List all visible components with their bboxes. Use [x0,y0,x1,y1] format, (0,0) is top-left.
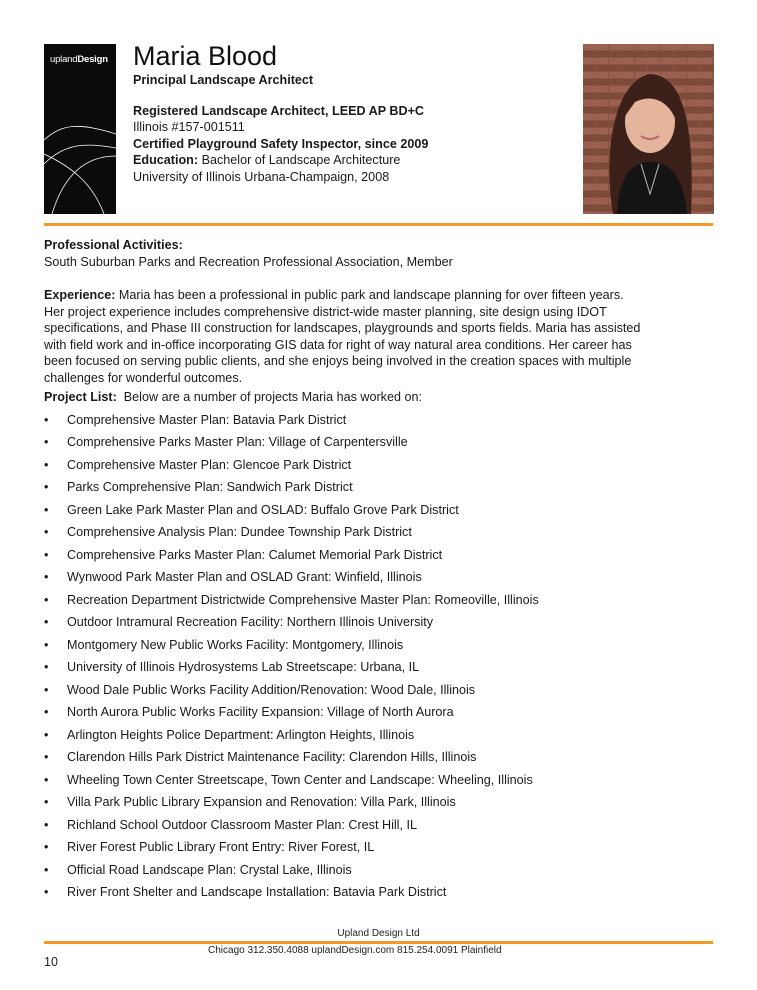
project-item [44,611,714,634]
project-item [44,814,714,837]
project-item [44,454,714,477]
project-list-label: Project List: [44,390,117,404]
bullet-icon: • [44,772,49,787]
project-item-text: Comprehensive Parks Master Plan: Village of Carpentersville [67,435,408,449]
bullet-icon: • [44,570,49,584]
project-item-text: Richland School Outdoor Classroom Master Plan: Crest Hill, IL [67,817,417,832]
project-item-text: Green Lake Park Master Plan and OSLAD: Buffalo Grove Park District [67,502,459,517]
project-item-text: Comprehensive Parks Master Plan: Calumet Memorial Park District [67,547,443,562]
experience-label: Experience: [44,288,116,302]
portrait-photo [583,44,714,214]
experience-line: Maria has been a professional in public park and landscape planning for over fifteen years. [118,288,624,302]
experience-line: challenges for wonderful outcomes. [44,370,243,385]
bullet-icon: • [44,840,49,854]
education [133,152,563,169]
project-item [44,881,714,904]
project-item-text: Montgomery New Public Works Facility: Montgomery, Illinois [67,637,404,652]
header-divider [44,223,713,226]
bullet-icon: • [44,682,49,697]
profile-header [133,40,563,185]
project-item [44,634,714,657]
project-item-text: Comprehensive Master Plan: Glencoe Park District [67,457,352,472]
bullet-icon: • [44,705,49,719]
project-item-text: Comprehensive Analysis Plan: Dundee Township Park District [67,525,412,539]
project-list [44,409,714,904]
experience-line: been focused on serving public clients, and she enjoys being involved in the creation spaces with multiple [44,354,632,368]
bullet-icon: • [44,547,49,562]
university: University of Illinois Urbana-Champaign, 2008 [133,169,390,184]
project-item-text: Recreation Department Districtwide Comprehensive Master Plan: Romeoville, Illinois [67,592,539,607]
bullet-icon: • [44,660,49,674]
bullet-icon: • [44,727,49,742]
experience-line: with field work and in-office incorporating GIS data for right of way natural area conditions. Her career has [44,337,632,352]
company-logo [44,44,116,214]
project-item-text: Comprehensive Master Plan: Batavia Park District [67,412,347,427]
project-list-heading [44,389,714,406]
project-item [44,724,714,747]
license-number: Illinois #157-001511 [133,120,245,134]
education-label: Education: [133,153,199,167]
bullet-icon: • [44,795,49,809]
project-item [44,746,714,769]
bullet-icon: • [44,592,49,607]
project-item [44,566,714,589]
bullet-icon: • [44,412,49,427]
logo-wordmark: uplandDesign [50,54,108,65]
page-number: 10 [44,955,58,969]
profile-body [44,237,714,904]
bullet-icon: • [44,457,49,472]
project-item [44,521,714,544]
project-item-text: River Forest Public Library Front Entry: River Forest, IL [67,840,375,854]
project-item-text: Arlington Heights Police Department: Arlington Heights, Illinois [67,727,415,742]
project-item [44,431,714,454]
project-item-text: North Aurora Public Works Facility Expansion: Village of North Aurora [67,705,454,719]
experience-line: specifications, and Phase III construction for landscapes, playgrounds and sports fields. Maria has assisted [44,321,641,335]
bullet-icon: • [44,525,49,539]
project-item [44,679,714,702]
footer-contact: Chicago 312.350.4088 uplandDesign.com 815.254.0091 Plainfield [208,945,502,956]
project-item [44,791,714,814]
footer-company: Upland Design Ltd [337,928,420,939]
bullet-icon: • [44,817,49,832]
project-item [44,409,714,432]
bullet-icon: • [44,615,49,629]
bullet-icon: • [44,862,49,877]
bullet-icon: • [44,885,49,899]
project-item [44,589,714,612]
project-item [44,769,714,792]
project-item-text: Wood Dale Public Works Facility Addition/Renovation: Wood Dale, Illinois [67,682,476,697]
activities-text: South Suburban Parks and Recreation Professional Association, Member [44,254,453,269]
education-value: Bachelor of Landscape Architecture [201,153,401,167]
project-item-text: Wheeling Town Center Streetscape, Town Center and Landscape: Wheeling, Illinois [67,772,533,787]
job-title: Principal Landscape Architect [133,73,314,87]
certification: Certified Playground Safety Inspector, since 2009 [133,136,429,151]
project-item [44,859,714,882]
bullet-icon: • [44,637,49,652]
project-item-text: Official Road Landscape Plan: Crystal Lake, Illinois [67,862,352,877]
registration: Registered Landscape Architect, LEED AP BD+C [133,103,425,118]
project-item [44,499,714,522]
project-item-text: Villa Park Public Library Expansion and Renovation: Villa Park, Illinois [67,795,456,809]
project-list-intro: Below are a number of projects Maria has worked on: [123,390,422,404]
project-item-text: River Front Shelter and Landscape Installation: Batavia Park District [67,885,447,899]
experience-paragraph [44,287,714,386]
project-item-text: Outdoor Intramural Recreation Facility: Northern Illinois University [67,615,434,629]
bullet-icon: • [44,502,49,517]
bullet-icon: • [44,480,49,494]
project-item-text: University of Illinois Hydrosystems Lab Streetscape: Urbana, IL [67,660,420,674]
project-item [44,656,714,679]
project-item [44,476,714,499]
project-item-text: Clarendon Hills Park District Maintenance Facility: Clarendon Hills, Illinois [67,750,477,764]
person-name: Maria Blood [133,41,278,71]
project-item [44,544,714,567]
bullet-icon: • [44,435,49,449]
project-item-text: Wynwood Park Master Plan and OSLAD Grant: Winfield, Illinois [67,570,422,584]
logo-hills-graphic [44,104,116,214]
project-item [44,701,714,724]
project-item-text: Parks Comprehensive Plan: Sandwich Park District [67,480,353,494]
footer-divider [44,941,713,944]
project-item [44,836,714,859]
activities-label: Professional Activities: [44,238,183,252]
experience-line: Her project experience includes comprehensive district-wide master planning, site design using IDOT [44,304,607,319]
bullet-icon: • [44,750,49,764]
